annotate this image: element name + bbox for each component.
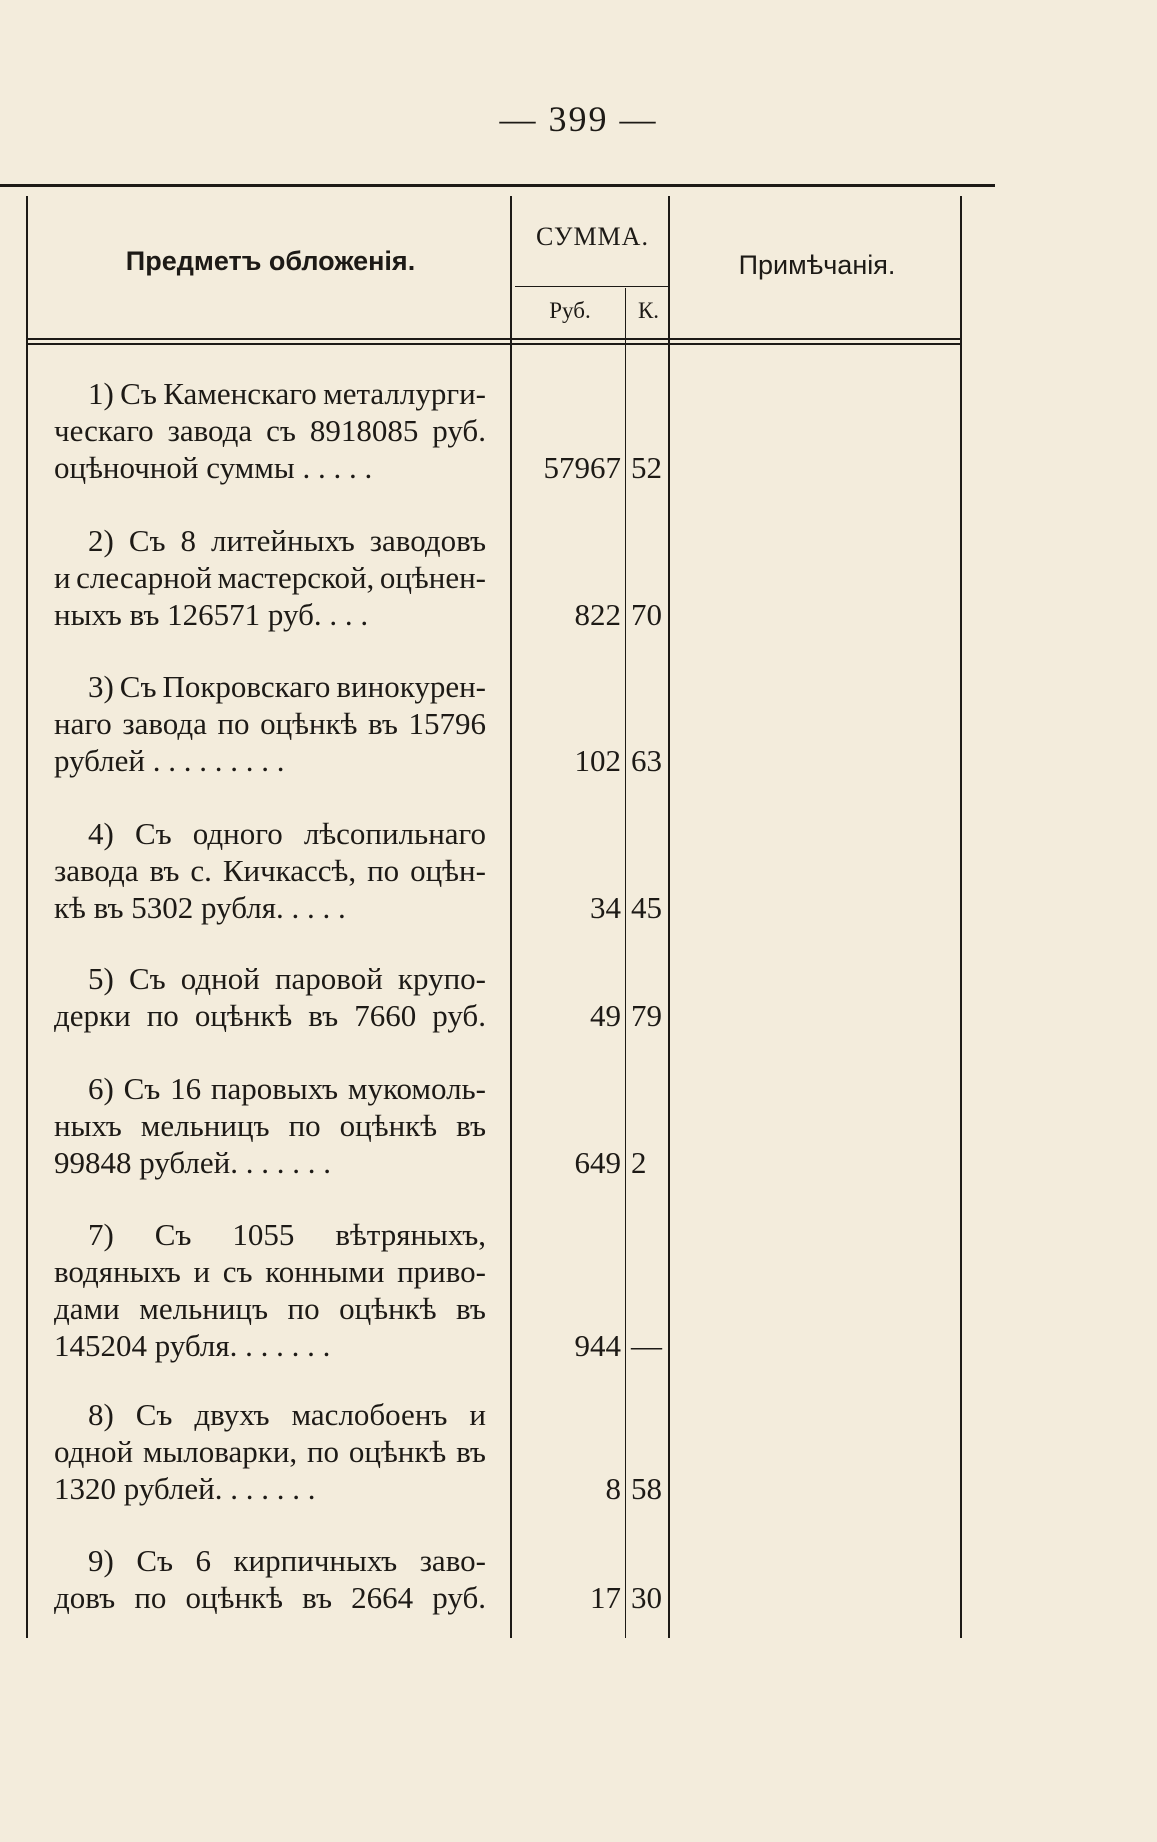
item-word: 3) bbox=[88, 669, 114, 704]
item-line bbox=[54, 1579, 486, 1616]
item-word: наго bbox=[54, 706, 112, 741]
item-word: мыловарки, bbox=[142, 1434, 298, 1469]
header-subject: Предметъ обложенія. bbox=[125, 246, 416, 276]
item-word: Съ bbox=[128, 523, 166, 558]
item-word: 7) bbox=[88, 1217, 114, 1252]
item-word: 6 bbox=[195, 1543, 212, 1578]
item-word: въ bbox=[302, 1580, 332, 1615]
item-word: Съ bbox=[154, 1217, 192, 1252]
item-word: Каменскаго bbox=[163, 376, 317, 411]
item-word: 15796 bbox=[408, 706, 486, 741]
amount-kop: 2 bbox=[631, 1145, 647, 1180]
item-line bbox=[54, 960, 486, 997]
item-line bbox=[54, 1144, 486, 1181]
amount-rub: 57967 bbox=[543, 450, 621, 485]
item-line bbox=[54, 997, 486, 1034]
item-line bbox=[54, 1396, 486, 1433]
item-line bbox=[54, 1070, 486, 1107]
item-word: по bbox=[367, 853, 400, 888]
item-word: с. bbox=[190, 853, 212, 888]
item-word: двухъ bbox=[194, 1397, 270, 1432]
item-word: мукомоль- bbox=[347, 1071, 486, 1106]
item-word: одной bbox=[54, 1434, 134, 1469]
item-word: 99848 рублей. . . . . . . bbox=[54, 1145, 332, 1180]
header-rub: Руб. bbox=[549, 298, 591, 323]
item-word: Покровскаго bbox=[162, 669, 331, 704]
sum-divider bbox=[515, 286, 670, 287]
item-word: Съ bbox=[128, 961, 166, 996]
item-word: кѣ въ 5302 рубля. . . . . bbox=[54, 890, 346, 925]
item-word: ныхъ bbox=[54, 1108, 122, 1143]
item-line bbox=[54, 596, 486, 633]
item-text bbox=[54, 375, 486, 486]
item-word: 5) bbox=[88, 961, 114, 996]
item-word: дерки bbox=[54, 998, 131, 1033]
left-border bbox=[26, 196, 28, 1638]
item-word: въ bbox=[149, 853, 180, 888]
item-text bbox=[54, 960, 486, 1034]
item-line bbox=[54, 1470, 486, 1507]
item-word: ческаго bbox=[54, 413, 154, 448]
item-word: оцѣнкѣ bbox=[339, 1108, 438, 1143]
item-word: въ bbox=[368, 706, 398, 741]
item-word: 9) bbox=[88, 1543, 114, 1578]
item-word: съ bbox=[266, 413, 296, 448]
item-word: Съ bbox=[135, 1397, 173, 1432]
rub-column-border bbox=[510, 196, 512, 1638]
item-word: довъ bbox=[54, 1580, 116, 1615]
item-word: 2) bbox=[88, 523, 114, 558]
item-word: 1320 рублей. . . . . . . bbox=[54, 1471, 316, 1506]
amount-kop: 45 bbox=[631, 890, 662, 925]
item-word: по bbox=[146, 998, 179, 1033]
item-word: 4) bbox=[88, 816, 114, 851]
item-word: руб. bbox=[432, 1580, 486, 1615]
item-word: завода bbox=[122, 706, 207, 741]
item-line bbox=[54, 1542, 486, 1579]
item-line bbox=[54, 889, 486, 926]
item-word: паровой bbox=[274, 961, 383, 996]
item-word: дами bbox=[54, 1291, 120, 1326]
item-text bbox=[54, 1396, 486, 1507]
item-word: по bbox=[134, 1580, 167, 1615]
item-word: мельницъ bbox=[140, 1108, 270, 1143]
item-word: въ bbox=[456, 1108, 486, 1143]
item-word: по bbox=[217, 706, 250, 741]
item-word: металлурги- bbox=[323, 376, 486, 411]
amount-rub: 102 bbox=[574, 743, 621, 778]
item-word: и bbox=[54, 560, 71, 595]
amount-kop: 70 bbox=[631, 597, 662, 632]
item-word: оцѣнен- bbox=[379, 560, 486, 595]
kop-column-border bbox=[625, 288, 626, 1638]
amount-kop: 30 bbox=[631, 1580, 662, 1615]
item-word: оцѣнкѣ bbox=[260, 706, 358, 741]
item-word: 1) bbox=[88, 376, 114, 411]
item-word: завода bbox=[54, 853, 139, 888]
item-word: оцѣнкѣ bbox=[194, 998, 293, 1033]
header-kop: К. bbox=[637, 298, 660, 323]
item-word: и bbox=[193, 1254, 211, 1289]
amount-kop: 63 bbox=[631, 743, 662, 778]
item-word: съ bbox=[222, 1254, 253, 1289]
amount-rub: 944 bbox=[574, 1328, 621, 1363]
item-word: вѣтряныхъ, bbox=[335, 1217, 486, 1252]
item-word: литейныхъ bbox=[211, 523, 355, 558]
item-word: 1055 bbox=[232, 1217, 295, 1252]
header-sum: СУММА. bbox=[536, 222, 649, 251]
item-word: мастерской, bbox=[217, 560, 375, 595]
amount-rub: 8 bbox=[605, 1471, 621, 1506]
item-word: оцѣн- bbox=[410, 853, 486, 888]
item-word: одного bbox=[192, 816, 283, 851]
item-word: по bbox=[287, 1291, 320, 1326]
item-word: руб. bbox=[432, 413, 486, 448]
item-word: заводовъ bbox=[369, 523, 486, 558]
item-word: заво- bbox=[419, 1543, 486, 1578]
right-border bbox=[960, 196, 962, 1638]
item-text bbox=[54, 1542, 486, 1616]
amount-kop: 52 bbox=[631, 450, 662, 485]
item-word: по bbox=[306, 1434, 340, 1469]
item-text bbox=[54, 1070, 486, 1181]
item-word: 16 bbox=[170, 1071, 202, 1106]
item-word: рублей . . . . . . . . . bbox=[54, 743, 285, 778]
item-word: въ bbox=[456, 1434, 486, 1469]
item-line bbox=[54, 1290, 486, 1327]
item-line bbox=[54, 559, 486, 596]
item-word: въ bbox=[456, 1291, 486, 1326]
item-line bbox=[54, 1327, 486, 1364]
item-word: въ bbox=[308, 998, 339, 1033]
amount-kop: — bbox=[631, 1328, 662, 1363]
item-line bbox=[54, 705, 486, 742]
item-word: Съ bbox=[123, 1071, 161, 1106]
amount-rub: 17 bbox=[590, 1580, 621, 1615]
item-word: 2664 bbox=[351, 1580, 414, 1615]
item-line bbox=[54, 1433, 486, 1470]
item-word: 8) bbox=[88, 1397, 114, 1432]
item-word: Съ bbox=[136, 1543, 174, 1578]
item-word: паровыхъ bbox=[210, 1071, 339, 1106]
item-word: 7660 bbox=[354, 998, 417, 1033]
amount-rub: 49 bbox=[590, 998, 621, 1033]
item-word: Съ bbox=[134, 816, 172, 851]
page-number: — 399 — bbox=[499, 99, 658, 139]
item-line bbox=[54, 449, 486, 486]
item-text bbox=[54, 668, 486, 779]
item-word: руб. bbox=[432, 998, 486, 1033]
item-word: 145204 рубля. . . . . . . bbox=[54, 1328, 331, 1363]
item-text bbox=[54, 815, 486, 926]
amount-rub: 649 bbox=[574, 1145, 621, 1180]
item-line bbox=[54, 412, 486, 449]
item-line bbox=[54, 1253, 486, 1290]
item-word: ныхъ въ 126571 руб. . . . bbox=[54, 597, 369, 632]
item-word: 8 bbox=[180, 523, 197, 558]
amount-kop: 79 bbox=[631, 998, 662, 1033]
item-word: оцѣночной суммы . . . . . bbox=[54, 450, 373, 485]
header-notes: Примѣчанія. bbox=[738, 250, 896, 280]
item-line bbox=[54, 1216, 486, 1253]
item-word: одной bbox=[180, 961, 260, 996]
item-text bbox=[54, 1216, 486, 1364]
item-word: оцѣнкѣ bbox=[339, 1291, 437, 1326]
item-text bbox=[54, 522, 486, 633]
amount-rub: 34 bbox=[590, 890, 621, 925]
item-word: Кичкассѣ, bbox=[222, 853, 357, 888]
item-word: Съ bbox=[119, 669, 157, 704]
item-word: 6) bbox=[88, 1071, 114, 1106]
item-word: лѣсопильнаго bbox=[303, 816, 486, 851]
amount-kop: 58 bbox=[631, 1471, 662, 1506]
item-word: винокурен- bbox=[336, 669, 486, 704]
item-word: крупо- bbox=[397, 961, 486, 996]
item-line bbox=[54, 375, 486, 412]
item-line bbox=[54, 668, 486, 705]
item-line bbox=[54, 522, 486, 559]
item-word: мельницъ bbox=[139, 1291, 269, 1326]
item-line bbox=[54, 815, 486, 852]
header-bottom-rule-2 bbox=[26, 343, 960, 345]
item-word: завода bbox=[167, 413, 253, 448]
item-word: оцѣнкѣ bbox=[348, 1434, 447, 1469]
item-word: оцѣнкѣ bbox=[185, 1580, 283, 1615]
item-word: и bbox=[469, 1397, 486, 1432]
item-word: кирпичныхъ bbox=[233, 1543, 398, 1578]
header-bottom-rule bbox=[26, 338, 960, 340]
amount-rub: 822 bbox=[574, 597, 621, 632]
item-line bbox=[54, 852, 486, 889]
item-line bbox=[54, 742, 486, 779]
item-word: маслобоенъ bbox=[291, 1397, 448, 1432]
item-word: водяныхъ bbox=[54, 1254, 181, 1289]
item-word: 8918085 bbox=[309, 413, 419, 448]
item-word: конными bbox=[265, 1254, 385, 1289]
item-word: Съ bbox=[120, 376, 157, 411]
item-word: приво- bbox=[397, 1254, 486, 1289]
top-rule-right bbox=[845, 184, 995, 187]
item-word: слесарной bbox=[76, 560, 212, 595]
item-word: по bbox=[288, 1108, 321, 1143]
item-line bbox=[54, 1107, 486, 1144]
